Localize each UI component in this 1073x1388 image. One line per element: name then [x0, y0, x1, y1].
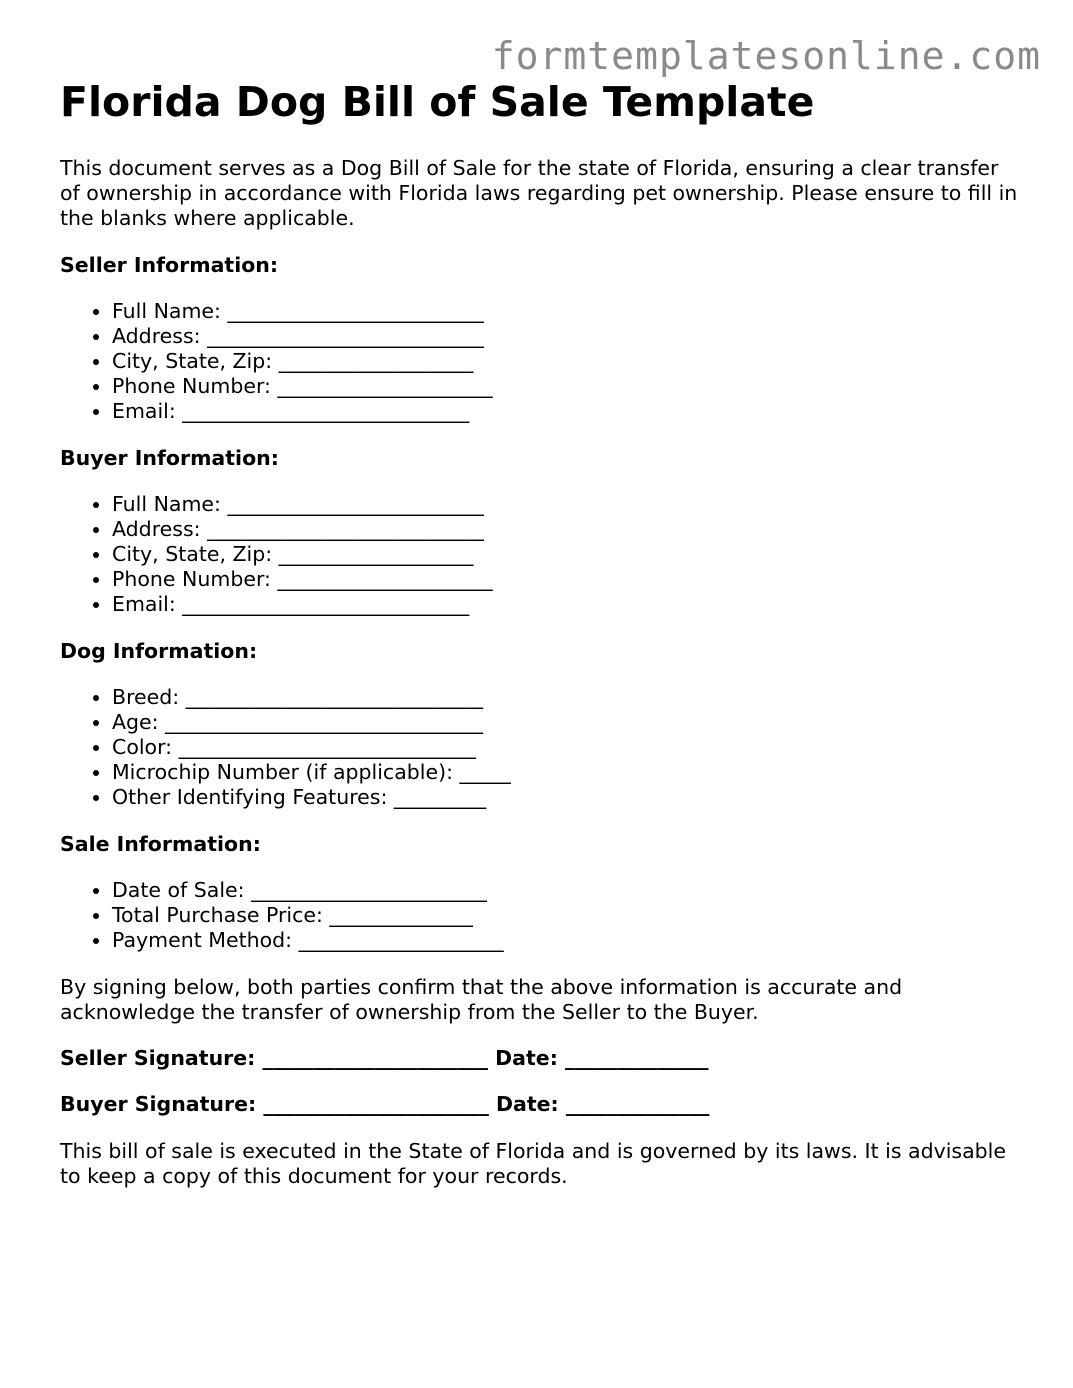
sale-price: • Total Purchase Price: ______________: [112, 903, 1020, 928]
dog-age: • Age: _______________________________: [112, 710, 1020, 735]
seller-email: • Email: ____________________________: [112, 399, 1020, 424]
buyer-signature-line: Buyer Signature: ______________________ Date: ______________: [60, 1092, 710, 1116]
buyer-phone: • Phone Number: _____________________: [112, 567, 1020, 592]
sale-date: • Date of Sale: _______________________: [112, 878, 1020, 903]
buyer-city-state-zip: • City, State, Zip: ___________________: [112, 542, 1020, 567]
seller-list: [60, 299, 1020, 424]
document-title: Florida Dog Bill of Sale Template: [60, 78, 815, 126]
sale-heading: Sale Information:: [60, 832, 261, 856]
seller-phone: • Phone Number: _____________________: [112, 374, 1020, 399]
dog-list: [60, 685, 1020, 810]
seller-full-name: • Full Name: _________________________: [112, 299, 1020, 324]
buyer-address: • Address: ___________________________: [112, 517, 1020, 542]
seller-address: • Address: ___________________________: [112, 324, 1020, 349]
dog-microchip: • Microchip Number (if applicable): _____: [112, 760, 1020, 785]
dog-color: • Color: _____________________________: [112, 735, 1020, 760]
seller-city-state-zip: • City, State, Zip: ___________________: [112, 349, 1020, 374]
intro-paragraph: This document serves as a Dog Bill of Sale for the state of Florida, ensuring a clear transfer of ownership in accordance with Florida laws regarding pet ownership. Please ensure to fill in the blanks where applicable.: [60, 156, 1018, 230]
dog-breed: • Breed: _____________________________: [112, 685, 1020, 710]
sale-list: [60, 878, 1020, 953]
dog-heading: Dog Information:: [60, 639, 258, 663]
sale-payment-method: • Payment Method: ____________________: [112, 928, 1020, 953]
seller-signature-line: Seller Signature: ______________________ Date: ______________: [60, 1046, 709, 1070]
document-body: [60, 74, 1020, 1189]
buyer-full-name: • Full Name: _________________________: [112, 492, 1020, 517]
closing-paragraph: This bill of sale is executed in the State of Florida and is governed by its laws. It is advisable to keep a copy of this document for your records.: [60, 1139, 1006, 1188]
dog-features: • Other Identifying Features: _________: [112, 785, 1020, 810]
buyer-list: [60, 492, 1020, 617]
buyer-heading: Buyer Information:: [60, 446, 279, 470]
watermark: formtemplatesonline.com: [491, 34, 1041, 78]
buyer-email: • Email: ____________________________: [112, 592, 1020, 617]
confirmation-paragraph: By signing below, both parties confirm that the above information is accurate and acknowledge the transfer of ownership from the Seller to the Buyer.: [60, 975, 903, 1024]
seller-heading: Seller Information:: [60, 253, 279, 277]
